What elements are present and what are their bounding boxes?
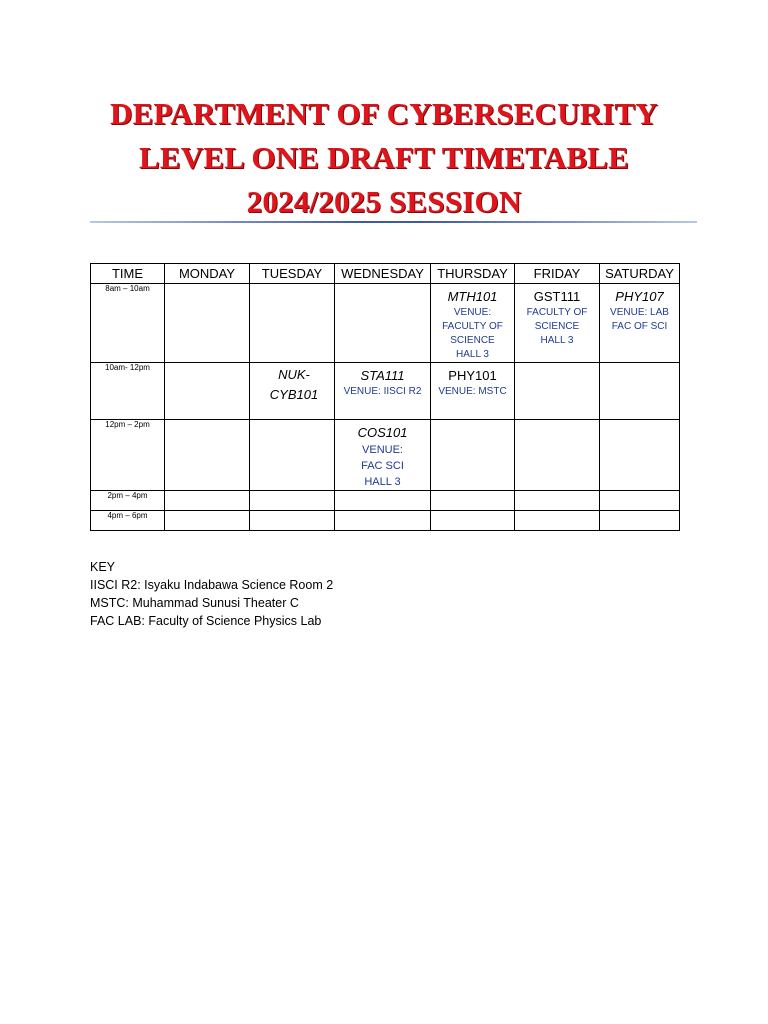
time-slot: 10am- 12pm: [91, 363, 165, 420]
table-row: [91, 420, 680, 491]
cell-saturday: [600, 284, 680, 363]
course-code: STA111: [360, 368, 405, 383]
table-row: [91, 511, 680, 531]
time-slot: 4pm – 6pm: [91, 511, 165, 531]
cell-tuesday: [250, 491, 335, 511]
cell-saturday: [600, 363, 680, 420]
header-wednesday: WEDNESDAY: [335, 264, 431, 284]
cell-wednesday: [335, 420, 431, 491]
course-venue: VENUE: LAB FAC OF SCI: [610, 307, 669, 332]
timetable: [90, 263, 680, 531]
title-line-timetable: LEVEL ONE DRAFT TIMETABLE: [139, 140, 629, 175]
cell-thursday: [431, 511, 515, 531]
header-row: [91, 264, 680, 284]
table-row: [91, 363, 680, 420]
cell-friday: [515, 420, 600, 491]
key-item-mstc: MSTC: Muhammad Sunusi Theater C: [90, 596, 299, 610]
title-divider: [90, 221, 697, 223]
time-slot: 8am – 10am: [91, 284, 165, 363]
course-venue: VENUE: MSTC: [438, 386, 507, 397]
cell-tuesday: [250, 420, 335, 491]
cell-thursday: [431, 420, 515, 491]
course-venue: VENUE: FACULTY OF SCIENCE HALL 3: [442, 307, 503, 360]
cell-monday: [165, 284, 250, 363]
cell-monday: [165, 491, 250, 511]
document-title: [0, 92, 768, 224]
course-code: COS101: [357, 425, 408, 440]
cell-saturday: [600, 491, 680, 511]
time-slot: 2pm – 4pm: [91, 491, 165, 511]
cell-monday: [165, 420, 250, 491]
table-row: [91, 491, 680, 511]
key-heading: KEY: [90, 560, 116, 574]
cell-monday: [165, 363, 250, 420]
title-line-department: DEPARTMENT OF CYBERSECURITY: [109, 96, 659, 131]
header-thursday: THURSDAY: [431, 264, 515, 284]
cell-tuesday: [250, 511, 335, 531]
cell-friday: [515, 511, 600, 531]
cell-tuesday: [250, 363, 335, 420]
table-row: [91, 284, 680, 363]
course-code: MTH101: [447, 289, 498, 304]
cell-friday: [515, 284, 600, 363]
venue-key: [90, 558, 333, 630]
header-time: TIME: [91, 264, 165, 284]
cell-saturday: [600, 511, 680, 531]
course-code: PHY107: [615, 289, 664, 304]
title-line-session: 2024/2025 SESSION: [246, 184, 522, 219]
course-venue: FACULTY OF SCIENCE HALL 3: [526, 307, 588, 346]
course-code: NUK-CYB101: [269, 367, 319, 402]
course-code: GST111: [533, 289, 581, 304]
header-monday: MONDAY: [165, 264, 250, 284]
cell-wednesday: [335, 491, 431, 511]
cell-thursday: [431, 491, 515, 511]
header-saturday: SATURDAY: [600, 264, 680, 284]
cell-wednesday: [335, 363, 431, 420]
cell-thursday: [431, 284, 515, 363]
course-venue: VENUE: FAC SCI HALL 3: [361, 444, 404, 488]
header-tuesday: TUESDAY: [250, 264, 335, 284]
cell-monday: [165, 511, 250, 531]
cell-friday: [515, 363, 600, 420]
cell-thursday: [431, 363, 515, 420]
key-item-iisci: IISCI R2: Isyaku Indabawa Science Room 2: [90, 578, 334, 592]
cell-saturday: [600, 420, 680, 491]
cell-wednesday: [335, 284, 431, 363]
course-code: PHY101: [448, 368, 497, 383]
cell-friday: [515, 491, 600, 511]
cell-tuesday: [250, 284, 335, 363]
cell-wednesday: [335, 511, 431, 531]
course-venue: VENUE: IISCI R2: [343, 386, 422, 397]
key-item-fac-lab: FAC LAB: Faculty of Science Physics Lab: [90, 614, 322, 628]
time-slot: 12pm – 2pm: [91, 420, 165, 491]
header-friday: FRIDAY: [515, 264, 600, 284]
